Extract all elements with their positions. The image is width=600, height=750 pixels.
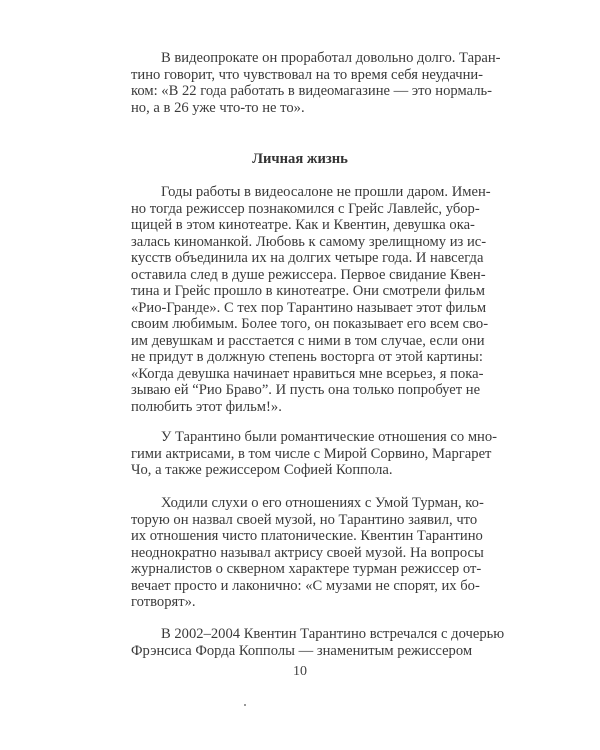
paragraph [131, 184, 491, 415]
text-line: гими актрисами, в том числе с Мирой Сорвино, Маргарет [131, 445, 492, 462]
text-line: но тогда режиссер познакомился с Грейс Лавлейс, убор- [131, 200, 480, 217]
text-line: Чо, а также режиссером Софией Коппола. [131, 462, 393, 478]
text-line: щицей в этом кинотеатре. Как и Квентин, девушка ока- [131, 217, 475, 233]
page-number: 10 [293, 664, 307, 679]
text-line: В видеопрокате он проработал довольно долго. Таран- [161, 50, 501, 66]
paragraph [131, 50, 501, 116]
text-line: полюбить этот фильм!». [131, 398, 282, 415]
text-line: Фрэнсиса Форда Копполы — знаменитым режиссером [131, 642, 473, 659]
text-line: своим любимым. Более того, он показывает его всем сво- [131, 316, 489, 332]
text-line: не придут в должную степень восторга от этой картины: [131, 349, 483, 365]
text-line: ком: «В 22 года работать в видеомагазине — это нормаль- [131, 83, 493, 99]
text-line: кусств объединила их на долгих четыре года. И навсегда [131, 250, 484, 266]
text-line: их отношения чисто платонические. Квентин Тарантино [131, 528, 483, 544]
paragraph [131, 626, 505, 659]
paragraph [131, 495, 484, 611]
text-line: «Когда девушка начинает нравиться мне всерьез, я пока- [131, 365, 484, 382]
text-line: им девушкам и расстается с ними в том случае, если они [131, 332, 485, 349]
text-line: «Рио-Гранде». С тех пор Тарантино называет этот фильм [131, 299, 487, 316]
text-line: В 2002–2004 Квентин Тарантино встречался с дочерью [161, 626, 505, 642]
text-line: готворят». [131, 594, 196, 610]
text-line: но, а в 26 уже что-то не то». [131, 99, 305, 116]
text-line: тино говорит, что чувствовал на то время себя неудачни- [131, 66, 484, 83]
section-heading: Личная жизнь [252, 151, 348, 167]
text-line: Ходили слухи о его отношениях с Умой Турман, ко- [161, 495, 484, 511]
text-line: журналистов о скверном характере турман режиссер от- [131, 561, 482, 577]
text-line: зываю ей “Рио Браво”. И пусть она только попробует не [131, 382, 481, 398]
text-line: оставила след в душе режиссера. Первое свидание Квен- [131, 266, 486, 283]
paragraph [131, 429, 498, 479]
text-line: Годы работы в видеосалоне не прошли даром. Имен- [161, 184, 491, 200]
speck [244, 704, 246, 706]
text-line: залась киноманкой. Любовь к самому зрелищному из ис- [131, 233, 487, 250]
text-line: У Тарантино были романтические отношения со мно- [161, 429, 498, 445]
text-line: неоднократно называл актрису своей музой. На вопросы [131, 544, 484, 561]
text-line: вечает просто и лаконично: «С музами не спорят, их бо- [131, 577, 480, 594]
text-line: тина и Грейс прошло в кинотеатре. Они смотрели фильм [131, 283, 485, 299]
text-line: торую он назвал своей музой, но Тарантино заявил, что [131, 511, 478, 528]
